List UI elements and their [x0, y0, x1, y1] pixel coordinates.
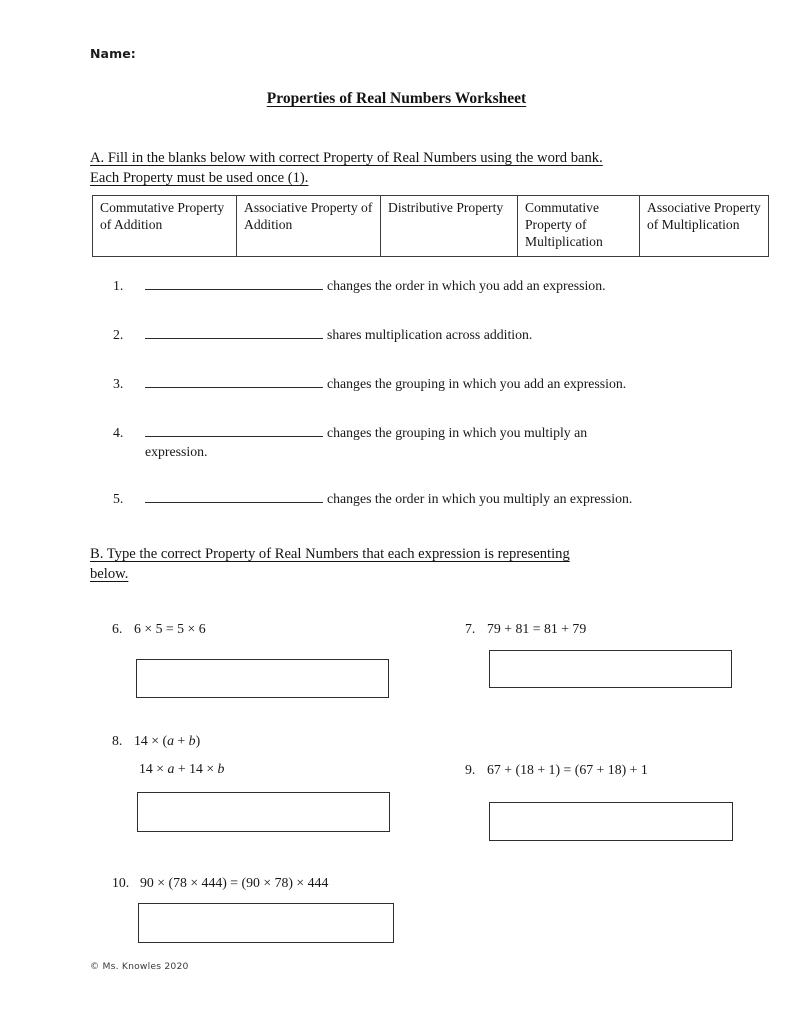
word-bank-cell-2: Associative Property of Addition — [237, 196, 381, 257]
question-1-number: 1. — [113, 278, 124, 293]
question-10 — [112, 873, 328, 893]
word-bank-cell-5: Associative Property of Multiplication — [640, 196, 769, 257]
section-a-heading-line2: Each Property must be used once (1). — [90, 170, 309, 186]
question-7 — [465, 619, 586, 639]
word-bank-cell-4: Commutative Property of Multiplication — [518, 196, 640, 257]
page-title-text: Properties of Real Numbers Worksheet — [266, 90, 527, 107]
answer-box-7[interactable] — [489, 650, 732, 688]
question-2-body — [145, 325, 713, 344]
section-a-heading-line1: A. Fill in the blanks below with correct Property of Real Numbers using the word bank. — [90, 150, 603, 166]
question-2-number: 2. — [113, 327, 124, 342]
page-title — [0, 90, 793, 108]
question-6 — [112, 619, 206, 639]
question-1-body — [145, 276, 713, 295]
question-8-expression: 14 × (a + b) — [134, 733, 201, 748]
question-9-expression: 67 + (18 + 1) = (67 + 18) + 1 — [487, 762, 648, 777]
question-4-text-line2: expression. — [145, 444, 208, 459]
question-6-expression: 6 × 5 = 5 × 6 — [134, 621, 206, 636]
question-3 — [113, 374, 713, 393]
question-5-number: 5. — [113, 491, 124, 506]
question-1-blank[interactable] — [145, 278, 323, 290]
answer-box-9[interactable] — [489, 802, 733, 841]
word-bank-cell-1: Commutative Property of Addition — [93, 196, 237, 257]
answer-box-8[interactable] — [137, 792, 390, 832]
question-10-number: 10. — [112, 875, 130, 890]
answer-box-6[interactable] — [136, 659, 389, 698]
question-5-text: changes the order in which you multiply an expression. — [327, 491, 633, 506]
section-a-heading — [90, 148, 715, 188]
word-bank-table — [92, 195, 769, 257]
question-9 — [465, 760, 648, 780]
question-8-expression-line2: 14 × a + 14 × b — [139, 761, 225, 776]
question-8-number: 8. — [112, 733, 123, 748]
section-b-heading-line2: below. — [90, 566, 129, 582]
section-b-heading — [90, 544, 690, 584]
question-10-expression: 90 × (78 × 444) = (90 × 78) × 444 — [140, 875, 329, 890]
question-4-body — [145, 423, 673, 442]
question-1-text: changes the order in which you add an expression. — [327, 278, 606, 293]
question-5-body — [145, 489, 713, 508]
table-row — [93, 196, 769, 257]
question-4-text: changes the grouping in which you multiply an — [327, 425, 588, 440]
question-2 — [113, 325, 713, 344]
question-1 — [113, 276, 713, 295]
section-b-heading-line1: B. Type the correct Property of Real Numbers that each expression is representing — [90, 546, 570, 562]
question-9-number: 9. — [465, 762, 476, 777]
question-7-expression: 79 + 81 = 81 + 79 — [487, 621, 587, 636]
question-3-body — [145, 374, 713, 393]
question-3-number: 3. — [113, 376, 124, 391]
question-6-number: 6. — [112, 621, 123, 636]
question-2-blank[interactable] — [145, 327, 323, 339]
question-7-number: 7. — [465, 621, 476, 636]
question-4 — [113, 423, 673, 461]
question-3-text: changes the grouping in which you add an expression. — [327, 376, 627, 391]
name-label: Name: — [90, 46, 136, 61]
answer-box-10[interactable] — [138, 903, 394, 943]
question-5-blank[interactable] — [145, 491, 323, 503]
word-bank-cell-3: Distributive Property — [381, 196, 518, 257]
question-2-text: shares multiplication across addition. — [327, 327, 533, 342]
question-4-blank[interactable] — [145, 425, 323, 437]
question-5 — [113, 489, 713, 508]
question-8 — [112, 731, 224, 779]
copyright-footer: © Ms. Knowles 2020 — [90, 961, 189, 972]
question-4-number: 4. — [113, 425, 124, 440]
question-3-blank[interactable] — [145, 376, 323, 388]
